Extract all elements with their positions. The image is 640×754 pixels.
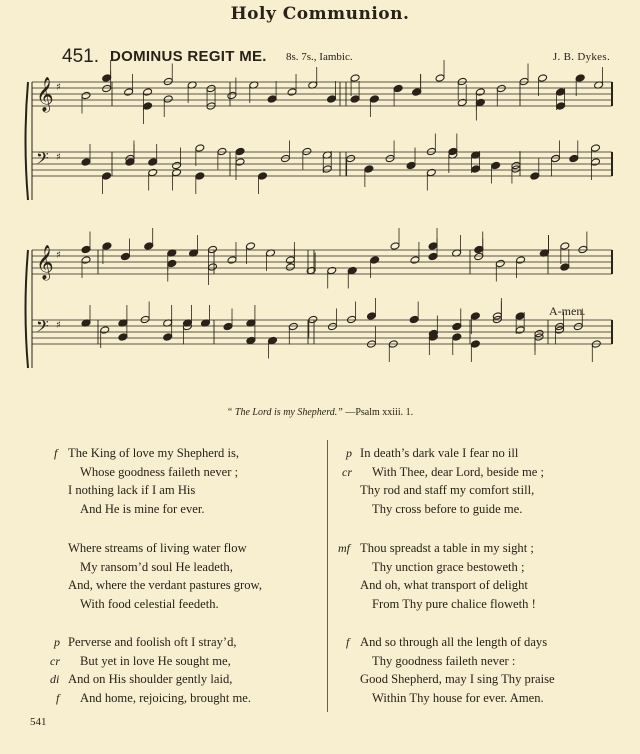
note-head	[143, 88, 153, 96]
verse-line	[346, 633, 555, 652]
verse-6	[346, 633, 555, 707]
bass-clef: 𝄢	[36, 148, 49, 172]
verse-line	[68, 481, 239, 500]
verse-line	[68, 500, 239, 519]
note-head	[163, 333, 173, 341]
dynamic-mark: mf	[338, 541, 350, 555]
note-head	[347, 315, 357, 323]
note-head	[102, 84, 112, 92]
note-head	[285, 256, 295, 264]
verse-2	[68, 539, 262, 613]
note-head	[163, 95, 173, 103]
hymn-title: DOMINUS REGIT ME.	[110, 48, 267, 65]
note-head	[308, 315, 318, 323]
verse-line-text: Within Thy house for ever. Amen.	[372, 690, 544, 705]
dynamic-mark: p	[54, 635, 60, 649]
treble-clef: 𝄞	[36, 245, 54, 280]
note-head	[426, 168, 436, 176]
verse-line-text: Thy cross before to guide me.	[372, 501, 523, 516]
verse-line-text: Thy unction grace bestoweth ;	[372, 559, 525, 574]
note-head	[327, 266, 337, 274]
note-head	[172, 161, 182, 169]
verse-5	[338, 539, 536, 613]
note-head	[496, 84, 506, 92]
note-head	[410, 256, 420, 264]
note-head	[551, 154, 561, 162]
note-head	[207, 245, 217, 253]
verse-line	[54, 444, 240, 463]
dynamic-mark: cr	[342, 464, 352, 479]
note-head	[452, 322, 462, 330]
verse-line	[68, 595, 262, 614]
note-head	[428, 242, 438, 250]
verse-line	[342, 463, 545, 482]
note-head	[491, 161, 501, 169]
note-head	[268, 336, 278, 344]
note-head	[556, 102, 566, 110]
key-signature: ♯	[56, 250, 61, 261]
verse-line-text: With Thee, dear Lord, beside me ;	[372, 464, 545, 479]
note-head	[435, 74, 445, 82]
note-head	[246, 336, 256, 344]
note-head	[118, 333, 128, 341]
note-head	[140, 315, 150, 323]
note-head	[195, 144, 205, 152]
note-head	[530, 172, 540, 180]
epigraph	[0, 407, 640, 418]
verse-line	[360, 481, 544, 500]
hymn-number: 451.	[62, 46, 99, 67]
note-head	[258, 172, 268, 180]
amen-label: A-men.	[549, 304, 586, 318]
verse-line	[50, 670, 251, 689]
note-head	[516, 256, 526, 264]
note-head	[207, 263, 217, 271]
verse-line	[54, 633, 251, 652]
verse-3	[50, 633, 252, 707]
epigraph-quote: “ The Lord is my Shepherd.”	[226, 407, 343, 418]
verse-line-text: And home, rejoicing, brought me.	[80, 690, 252, 705]
verse-line-text: Whose goodness faileth never ;	[80, 464, 239, 479]
note-head	[367, 312, 377, 320]
note-head	[195, 172, 205, 180]
note-head	[167, 259, 177, 267]
note-head	[556, 88, 566, 96]
note-head	[426, 147, 436, 155]
note-head	[515, 312, 525, 320]
note-head	[495, 259, 505, 267]
note-head	[172, 168, 182, 176]
treble-clef: 𝄞	[36, 77, 54, 112]
note-head	[575, 74, 585, 82]
key-signature: ♯	[56, 82, 61, 93]
note-head	[350, 74, 360, 82]
verse-line	[68, 463, 239, 482]
note-head	[285, 263, 295, 271]
note-head	[364, 165, 374, 173]
verse-line	[360, 558, 536, 577]
note-head	[470, 312, 480, 320]
note-head	[448, 147, 458, 155]
verse-line	[68, 539, 262, 558]
verse-line	[360, 576, 536, 595]
note-head	[280, 154, 290, 162]
note-head	[302, 147, 312, 155]
verse-line-text: But yet in love He sought me,	[80, 653, 231, 668]
verse-line	[68, 558, 262, 577]
verse-line-text: And He is mine for ever.	[80, 501, 205, 516]
note-head	[573, 322, 583, 330]
note-head	[369, 95, 379, 103]
note-head	[471, 165, 481, 173]
note-head	[519, 77, 529, 85]
verse-line	[68, 576, 262, 595]
note-head	[288, 322, 298, 330]
note-head	[148, 158, 158, 166]
verse-line	[338, 539, 536, 558]
verse-line-text: With food celestial feedeth.	[80, 596, 219, 611]
note-head	[457, 98, 467, 106]
verse-line-text: My ransom’d soul He leadeth,	[80, 559, 233, 574]
note-head	[102, 242, 112, 250]
note-head	[144, 242, 154, 250]
verse-line-text: I nothing lack if I am His	[68, 483, 196, 498]
key-signature: ♯	[56, 320, 61, 331]
note-head	[591, 158, 601, 166]
hymn-meter: 8s. 7s., Iambic.	[286, 51, 353, 63]
note-head	[227, 256, 237, 264]
dynamic-mark: f	[54, 446, 58, 460]
note-head	[370, 256, 380, 264]
note-head	[121, 252, 131, 260]
page-header: Holy Communion.	[230, 4, 410, 24]
note-head	[428, 252, 438, 260]
verse-line-text: The King of love my Shepherd is,	[68, 446, 240, 460]
verse-line	[50, 652, 251, 671]
note-head	[143, 102, 153, 110]
note-head	[475, 88, 485, 96]
page-number: 541	[30, 716, 47, 728]
verse-line-text: And so through all the length of days	[360, 635, 548, 649]
epigraph-reference: —Psalm xxiii. 1.	[345, 407, 414, 418]
note-head	[217, 147, 227, 155]
verse-line-text: Where streams of living water flow	[68, 541, 247, 555]
verse-line	[360, 670, 555, 689]
note-head	[102, 74, 112, 82]
verse-line-text: In death’s dark vale I fear no ill	[360, 446, 519, 460]
note-head	[591, 144, 601, 152]
note-head	[235, 158, 245, 166]
note-head	[227, 91, 237, 99]
note-head	[569, 154, 579, 162]
dynamic-mark: cr	[50, 653, 60, 668]
verse-line	[346, 444, 544, 463]
verse-line	[360, 595, 536, 614]
note-head	[327, 95, 337, 103]
bass-clef: 𝄢	[36, 316, 49, 340]
note-head	[287, 88, 297, 96]
verse-line	[56, 689, 252, 708]
key-signature: ♯	[56, 152, 61, 163]
note-head	[385, 154, 395, 162]
note-head	[206, 84, 216, 92]
note-head	[81, 158, 91, 166]
note-head	[322, 165, 332, 173]
note-head	[328, 322, 338, 330]
hymn-composer: J. B. Dykes.	[552, 51, 610, 63]
note-head	[452, 333, 462, 341]
dynamic-mark: f	[56, 690, 60, 705]
verse-line-text: And, where the verdant pastures grow,	[68, 578, 262, 593]
note-head	[81, 91, 91, 99]
note-head	[81, 256, 91, 264]
note-head	[406, 161, 416, 169]
system-brace	[26, 82, 29, 200]
verse-line-text: Thy goodness faileth never :	[372, 653, 516, 668]
verse-line	[360, 500, 544, 519]
note-head	[163, 77, 173, 85]
verse-4	[342, 444, 545, 518]
note-head	[474, 245, 484, 253]
dynamic-mark: p	[346, 446, 352, 460]
note-head	[350, 95, 360, 103]
note-head	[346, 154, 356, 162]
note-head	[457, 77, 467, 85]
note-head	[223, 322, 233, 330]
column-divider	[327, 440, 328, 712]
note-head	[235, 147, 245, 155]
note-head	[538, 74, 548, 82]
note-head	[246, 242, 256, 250]
system-brace	[26, 250, 29, 368]
verse-line-text: Perverse and foolish oft I stray’d,	[68, 635, 237, 649]
dynamic-mark: f	[346, 635, 350, 649]
note-head	[475, 98, 485, 106]
verse-line-text: From Thy pure chalice floweth !	[372, 596, 536, 611]
note-head	[409, 315, 419, 323]
note-head	[100, 326, 110, 334]
note-head	[81, 245, 91, 253]
verse-line	[360, 689, 555, 708]
note-head	[267, 95, 277, 103]
verse-line-text: Thou spreadst a table in my sight ;	[360, 541, 534, 555]
note-head	[578, 245, 588, 253]
note-head	[347, 266, 357, 274]
note-head	[102, 172, 112, 180]
note-head	[393, 84, 403, 92]
verse-line-text: Thy rod and staff my comfort still,	[360, 483, 535, 498]
note-head	[474, 252, 484, 260]
note-head	[560, 263, 570, 271]
verse-line	[360, 652, 555, 671]
verse-line-text: Good Shepherd, may I sing Thy praise	[360, 672, 555, 687]
note-head	[148, 168, 158, 176]
dynamic-mark: di	[50, 672, 60, 687]
note-head	[515, 326, 525, 334]
verse-line-text: And oh, what transport of delight	[360, 578, 528, 593]
note-head	[560, 242, 570, 250]
note-head	[470, 340, 480, 348]
verse-line-text: And on His shoulder gently laid,	[68, 672, 233, 687]
verse-1	[54, 444, 240, 518]
note-head	[124, 88, 134, 96]
note-head	[390, 242, 400, 250]
